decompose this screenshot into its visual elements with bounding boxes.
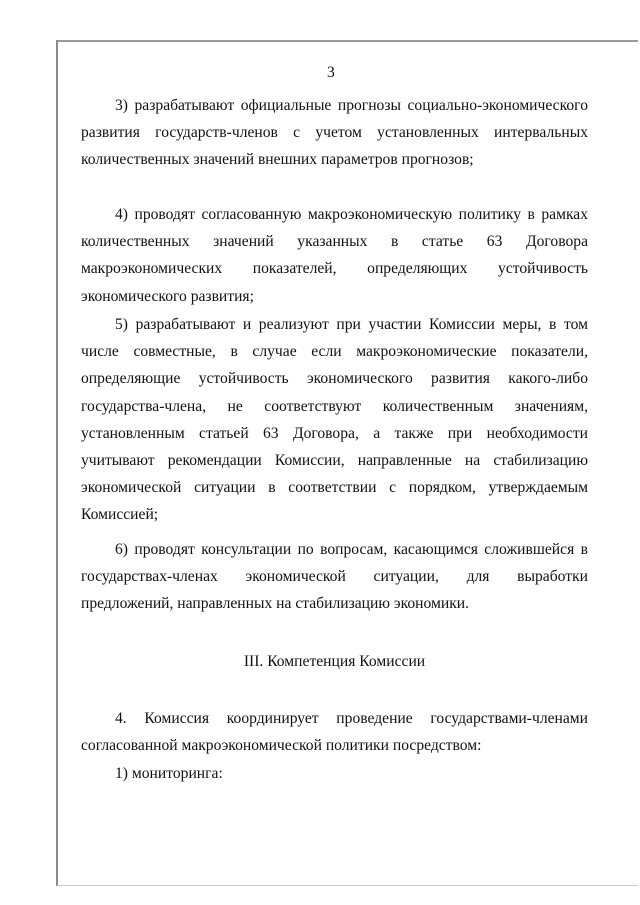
section-title: III. Компетенция Комиссии — [243, 653, 426, 670]
paragraph-item-4: 4) проводят согласованную макроэкономическую политику в рамках количественных значений указанных в статье 63 Договора макроэкономических показателей, определяющих устойчивость экономического развития; — [81, 206, 588, 305]
paragraph-item-monitoring: 1) мониторинга: — [115, 765, 223, 782]
paragraph-item-5: 5) разрабатывают и реализуют при участии Комиссии меры, в том числе совместные, в случае если макроэкономические показатели, определяющие устойчивость экономического развития какого-либо государства-члена, не соответствуют количественным значениям, установленным статьей 63 Договора, а также при необходимости учитывают рекомендации Комиссии, направленные на стабилизацию экономической ситуации в соответствии с порядком, утверждаемым Комиссией; — [81, 316, 588, 524]
paragraph-item-6: 6) проводят консультации по вопросам, касающимся сложившейся в государствах-членах экономической ситуации, для выработки предложений, направленных на стабилизацию экономики. — [81, 541, 588, 613]
paragraph-item-3: 3) разрабатывают официальные прогнозы социально-экономического развития государств-членов с учетом установленных интервальных количественных значений внешних параметров прогнозов; — [81, 97, 588, 169]
page-number: 3 — [327, 64, 335, 81]
paragraph-item-section-4: 4. Комиссия координирует проведение государствами-членами согласованной макроэкономической политики посредством: — [81, 710, 588, 755]
